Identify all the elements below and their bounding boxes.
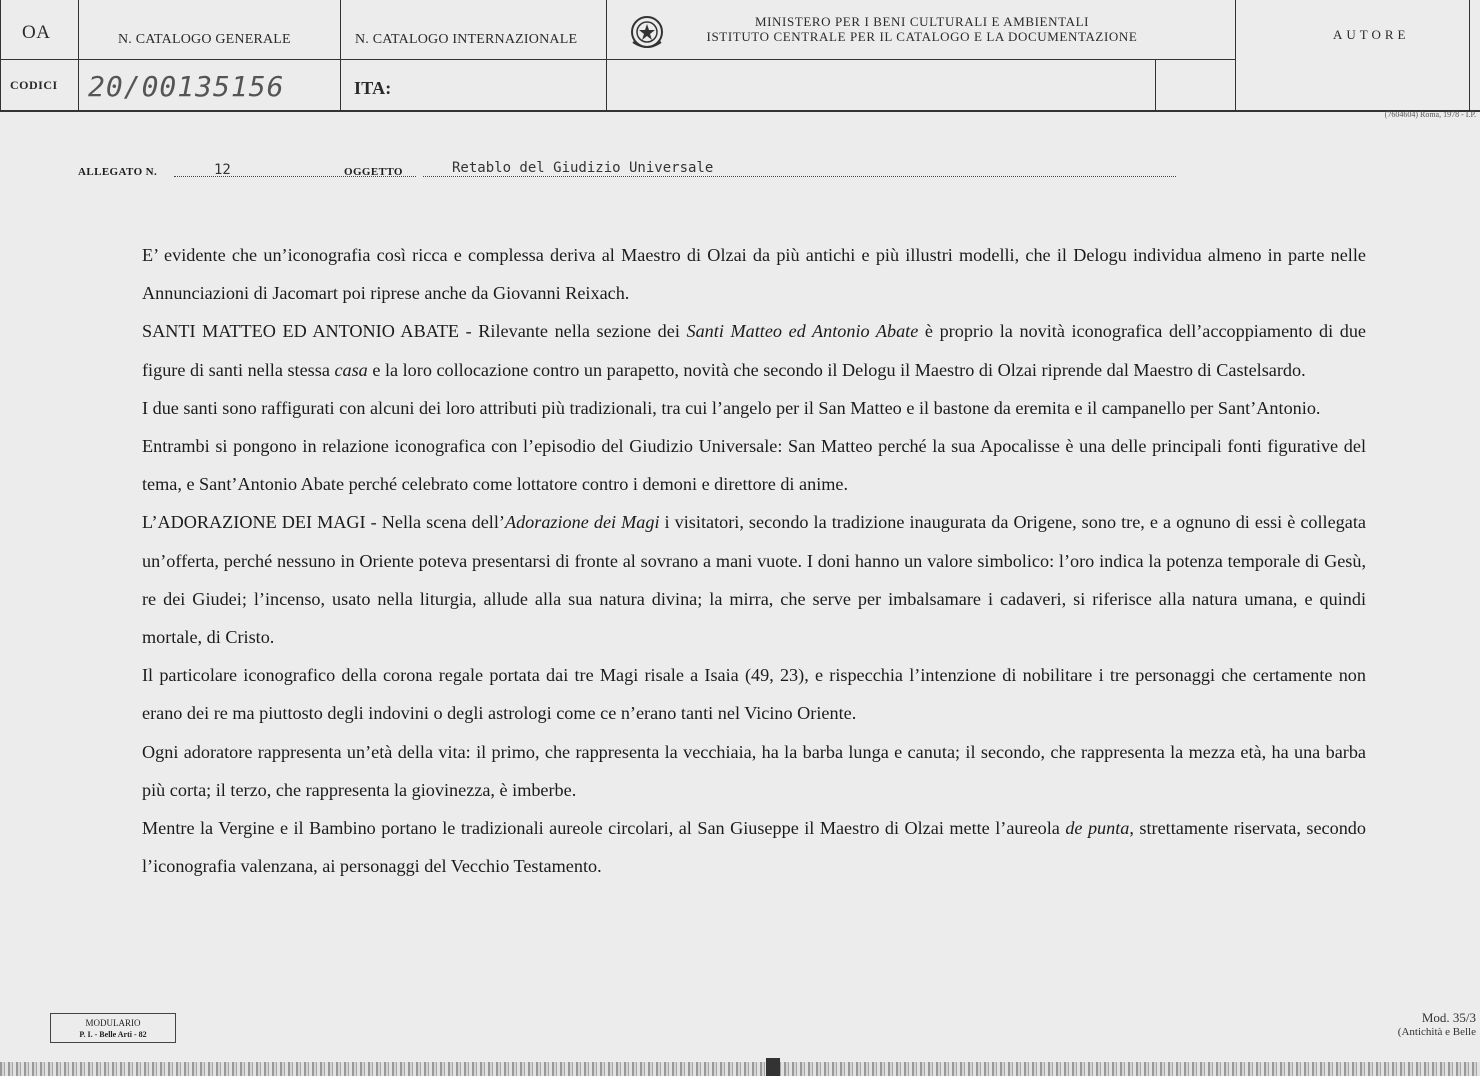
catalogo-generale-value: 20/00135156 <box>88 70 285 103</box>
mod-code <box>1398 1010 1476 1040</box>
ministry-line-2: ISTITUTO CENTRALE PER IL CATALOGO E LA DOCUMENTAZIONE <box>706 29 1138 44</box>
paragraph: I due santi sono raffigurati con alcuni dei loro attributi più tradizionali, tra cui l’angelo per il San Matteo e il bastone da eremita e il campanello per Sant’Antonio. <box>142 397 1321 418</box>
mod-code-line-1: Mod. 35/3 <box>1421 1010 1476 1025</box>
autore-label: AUTORE <box>1333 27 1410 42</box>
print-code: (7604604) Roma, 1978 - I.P. <box>1384 110 1476 119</box>
paragraph-text: Mentre la Vergine e il Bambino portano le tradizionali aureole circolari, al San Giuseppe il Maestro di Olzai mette l’aureola <box>142 818 1066 839</box>
paragraph: E’ evidente che un’iconografia così ricca e complessa deriva al Maestro di Olzai da più antichi e più illustri modelli, che il Delogu individua almeno in parte nelle Annunciazioni di Jacomart poi riprese anche da Giovanni Reixach. <box>142 245 1366 304</box>
republic-emblem-icon <box>627 12 667 52</box>
paragraph <box>142 503 1366 656</box>
paragraph-text: , strettamente riservata, secondo l’iconografia valenzana, ai personaggi del Vecchio Testamento. <box>142 818 1366 877</box>
allegato-row <box>78 160 1178 180</box>
mod-code-line-2: (Antichità e Belle <box>1397 1026 1476 1038</box>
ministry-line-1: MINISTERO PER I BENI CULTURALI E AMBIENTALI <box>754 14 1090 29</box>
header-col-divider <box>340 0 341 110</box>
allegato-label: ALLEGATO N. <box>78 166 158 178</box>
italic-text: casa <box>334 359 368 380</box>
paragraph-text: SANTI MATTEO ED ANTONIO ABATE - Rilevante nella sezione dei <box>142 321 687 342</box>
paragraph <box>142 312 1366 388</box>
italic-text: Adorazione dei Magi <box>504 512 660 533</box>
oggetto-dotted-line <box>423 176 1176 177</box>
oggetto-label: OGGETTO <box>344 166 403 178</box>
header-bottom-border <box>0 110 1480 112</box>
header-col-divider <box>1235 0 1236 110</box>
allegato-number: 12 <box>214 162 231 178</box>
modulario-box <box>50 1013 176 1043</box>
header-col-divider <box>0 0 1 112</box>
paragraph-text: i visitatori, secondo la tradizione inaugurata da Origene, sono tre, e a ognuno di essi è collegata un’offerta, perché nessuno in Oriente poteva presentarsi di fronte al sovrano a mani vuote. I doni hanno un valore simbolico: l’oro indica la potenza temporale di Gesù, re dei Giudei; l’incenso, usato nella liturgia, allude alla sua natura divina; la mirra, che serve per imbalsamare i cadaveri, si riferisce alla natura umana, e quindi mortale, di Cristo. <box>142 512 1366 648</box>
oa-label: OA <box>22 22 51 43</box>
document-body <box>142 236 1366 885</box>
paragraph-text: L’ADORAZIONE DEI MAGI - Nella scena dell’ <box>142 512 505 533</box>
paragraph: Entrambi si pongono in relazione iconografica con l’episodio del Giudizio Universale: San Matteo perché la sua Apocalisse è una delle principali fonti figurative del tema, e Sant’Antonio Abate perché celebrato come lottatore contro i demoni e direttore di anime. <box>142 436 1366 495</box>
catalogo-generale-label: N. CATALOGO GENERALE <box>118 32 291 47</box>
header-col-divider <box>1469 0 1470 110</box>
scan-edge-strip <box>0 1062 1480 1076</box>
ministry-heading <box>672 14 1172 44</box>
italic-text: de punta <box>1065 818 1130 839</box>
paragraph: Il particolare iconografico della corona regale portata dai tre Magi risale a Isaia (49, 23), e rispecchia l’intenzione di nobilitare i tre personaggi che certamente non erano dei re ma piuttosto degli indovini o degli astrologi come ce n’erano tanti nel Vicino Oriente. <box>142 665 1366 724</box>
header-col-divider <box>78 0 79 110</box>
italic-text: Santi Matteo ed Antonio Abate <box>686 321 919 342</box>
modulario-line-1: MODULARIO <box>85 1018 141 1028</box>
binding-mark <box>766 1058 780 1076</box>
codici-label: CODICI <box>10 78 58 92</box>
ita-label: ITA: <box>354 78 392 98</box>
paragraph: Ogni adoratore rappresenta un’età della vita: il primo, che rappresenta la vecchiaia, ha la barba lunga e canuta; il secondo, che rappresenta la mezza età, ha una barba più corta; il terzo, che rappresenta la giovinezza, è imberbe. <box>142 741 1366 800</box>
modulario-line-2: P. I. - Belle Arti - 82 <box>79 1030 147 1039</box>
header-divider <box>0 59 1236 60</box>
oggetto-value: Retablo del Giudizio Universale <box>452 160 714 176</box>
header-col-divider <box>606 0 607 110</box>
paragraph <box>142 809 1366 885</box>
paragraph-text: è proprio la novità iconografica dell’accoppiamento di due figure di santi nella stessa <box>142 321 1366 380</box>
catalogo-internazionale-label: N. CATALOGO INTERNAZIONALE <box>355 32 578 47</box>
paragraph-text: e la loro collocazione contro un parapetto, novità che secondo il Delogu il Maestro di Olzai riprende dal Maestro di Castelsardo. <box>367 359 1306 380</box>
header-col-divider <box>1155 59 1156 110</box>
